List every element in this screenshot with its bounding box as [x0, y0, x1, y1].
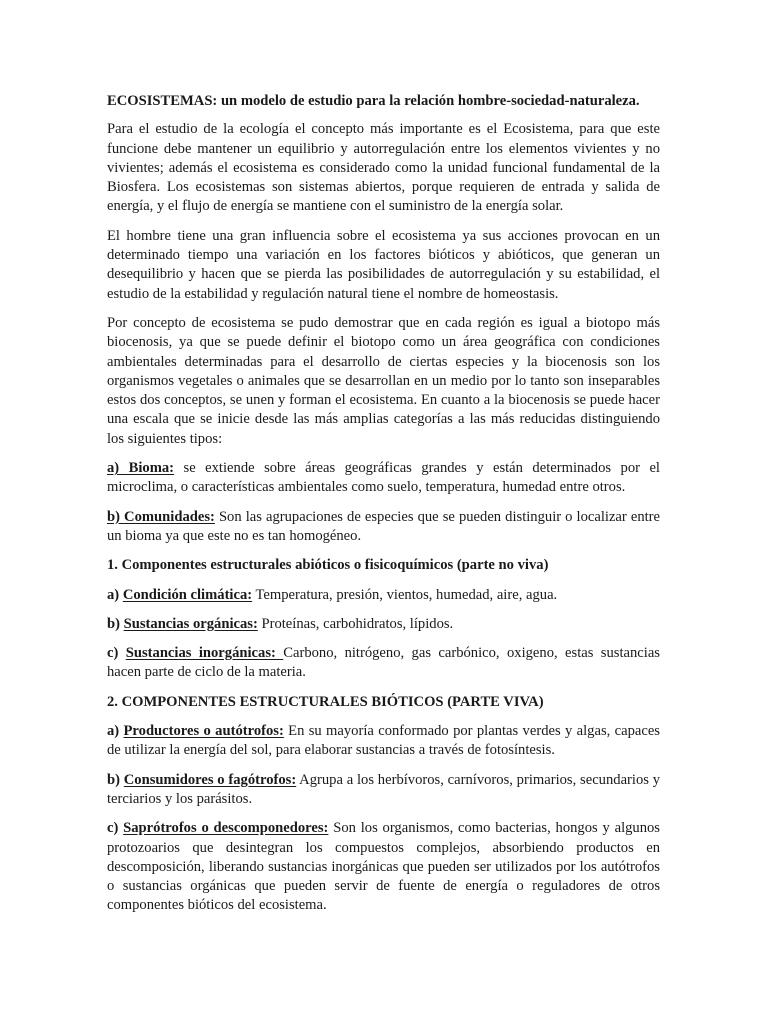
type-label: b) Comunidades: [107, 508, 215, 525]
list-item [107, 722, 660, 761]
intro-paragraph: Para el estudio de la ecología el concepto más importante es el Ecosistema, para que este funcione debe mantener un equilibrio y autorregulación entre los elementos vivientes y no vivientes; además el ecosistema es considerado como la unidad funcional fundamental de la Biosfera. Los ecosistemas son sistemas abiertos, porque requieren de entrada y salida de energía, y el flujo de energía se mantiene con el suministro de la energía solar. [107, 121, 660, 215]
item-prefix: b) [107, 615, 124, 632]
item-prefix: a) [107, 723, 124, 740]
item-text: Son los organismos, como bacterias, hongos y algunos protozoarios que desintegran los compuestos complejos, absorbiendo productos en descomposición, liberando sustancias inorgánicas que pueden ser utilizados por los autótrofos o sustancias orgánicas que pueden servir de fuente de energía o reguladores de otros componentes bióticos del ecosistema. [107, 820, 660, 914]
list-item [107, 586, 660, 605]
item-text: En su mayoría conformado por plantas verdes y algas, capaces de utilizar la energía del sol, para elaborar sustancias a través de fotosíntesis. [107, 723, 660, 759]
item-text: Agrupa a los herbívoros, carnívoros, primarios, secundarios y terciarios y los parásitos. [107, 771, 661, 807]
document-title: ECOSISTEMAS: un modelo de estudio para la relación hombre-sociedad-naturaleza. [107, 93, 640, 109]
list-item [107, 771, 660, 810]
item-text: Carbono, nitrógeno, gas carbónico, oxigeno, estas sustancias hacen parte de ciclo de la materia. [107, 645, 660, 681]
item-prefix: b) [107, 771, 124, 788]
item-term: Sustancias orgánicas: [123, 615, 258, 632]
list-item [107, 644, 660, 683]
type-text: se extiende sobre áreas geográficas grandes y están determinados por el microclima, o características ambientales como suelo, temperatura, humedad entre otros. [107, 460, 660, 496]
section-heading-bioticos: 2. COMPONENTES ESTRUCTURALES BIÓTICOS (PARTE VIVA) [107, 693, 544, 710]
type-comunidades [107, 508, 660, 547]
item-prefix: a) [107, 586, 123, 603]
item-term: Sustancias inorgánicas: [125, 645, 284, 662]
list-item [107, 615, 660, 634]
item-prefix: c) [107, 820, 124, 837]
intro-paragraph: El hombre tiene una gran influencia sobre el ecosistema ya sus acciones provocan en un determinado tiempo una variación en los factores bióticos y abióticos, que generan un desequilibrio y hacen que se pierda las posibilidades de autorregulación y su estabilidad, el estudio de la estabilidad y regulación natural tiene el nombre de homeostasis. [107, 227, 660, 302]
item-term: Condición climática: [122, 586, 253, 603]
type-bioma [107, 459, 660, 498]
type-label: a) Bioma: [107, 460, 175, 477]
document-body [107, 92, 660, 926]
item-term: Productores o autótrofos: [123, 723, 284, 740]
item-prefix: c) [107, 645, 126, 662]
type-text: Son las agrupaciones de especies que se pueden distinguir o localizar entre un bioma ya que este no es tan homogéneo. [107, 508, 661, 544]
intro-paragraph: Por concepto de ecosistema se pudo demostrar que en cada región es igual a biotopo más biocenosis, ya que se puede definir el biotopo como un área geográfica con condiciones ambientales determinadas para el desarrollo de ciertas especies y la biocenosis son los organismos vegetales o animales que se desarrollan en un medio por lo tanto son inseparables estos dos conceptos, se unen y forman el ecosistema. En cuanto a la biocenosis se puede hacer una escala que se inicie desde las más amplias categorías a las más reducidas distinguiendo los siguientes tipos: [107, 314, 660, 447]
item-term: Consumidores o fagótrofos: [123, 771, 297, 788]
section-heading-abioticos: 1. Componentes estructurales abióticos o fisicoquímicos (parte no viva) [107, 557, 549, 574]
list-item [107, 819, 660, 915]
item-text: Proteínas, carbohidratos, lípidos. [257, 615, 454, 632]
item-text: Temperatura, presión, vientos, humedad, aire, agua. [252, 586, 558, 603]
item-term: Saprótrofos o descomponedores: [123, 820, 329, 837]
